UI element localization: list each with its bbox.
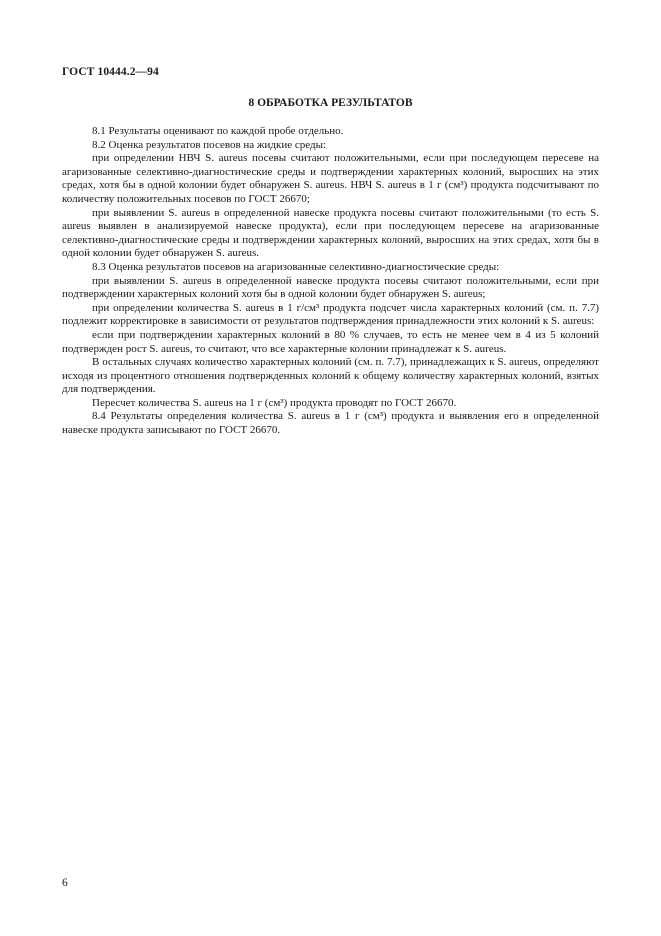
page-number: 6: [62, 877, 68, 889]
section-body: [62, 125, 599, 438]
paragraph-80-percent: если при подтверждении характерных колоний в 80 % случаев, то есть не менее чем в 4 из 5 колоний подтвержден рост S. aureus, то считают, что все характерные колонии принадлежат к S. aureus.: [62, 328, 599, 355]
section-title: 8 ОБРАБОТКА РЕЗУЛЬТАТОВ: [248, 97, 413, 109]
paragraph-8-3: 8.3 Оценка результатов посевов на агаризованные селективно-диагностические среды:: [92, 260, 500, 273]
paragraph-detection-liquid: при выявлении S. aureus в определенной навеске продукта посевы считают положительными (то есть S. aureus выявлен в анализируемой навеске продукта), если при последующем пересеве на агаризованные селективно-диагностические среды и подтверждении характерных колоний, выросших на этих средах, хотя бы в одной колонии будет обнаружен S. aureus.: [62, 206, 599, 260]
paragraph-count-correction: при определении количества S. aureus в 1 г/см³ продукта подсчет числа характерных колоний (см. п. 7.7) подлежит корректировке в зависимости от результатов подтверждения принадлежности этих колоний к S. aureus:: [62, 301, 599, 328]
paragraph-8-2: 8.2 Оценка результатов посевов на жидкие среды:: [92, 138, 327, 151]
paragraph-nvch: при определении НВЧ S. aureus посевы считают положительными, если при последующем пересеве на агаризованные селективно-диагностические среды и подтверждении характерных колоний, выросших на этих средах, хотя бы в одной колонии будет обнаружен S. aureus. НВЧ S. aureus в 1 г (см³) продукта подсчитывают по количеству положительных посевов по ГОСТ 26670;: [62, 152, 599, 205]
paragraph-8-4: 8.4 Результаты определения количества S. aureus в 1 г (см³) продукта и выявления его в определенной навеске продукта записывают по ГОСТ 26670.: [62, 410, 599, 437]
paragraph-8-1: 8.1 Результаты оценивают по каждой пробе отдельно.: [92, 125, 344, 137]
paragraph-other-cases: В остальных случаях количество характерных колоний (см. п. 7.7), принадлежащих к S. aureus, определяют исходя из процентного отношения подтвержденных колоний к общему количеству характерных колоний, взятых для подтверждения.: [62, 356, 599, 396]
document-code: ГОСТ 10444.2—94: [62, 66, 159, 78]
paragraph-recalculation: Пересчет количества S. aureus на 1 г (см³) продукта проводят по ГОСТ 26670.: [92, 396, 457, 409]
paragraph-detection-agar: при выявлении S. aureus в определенной навеске продукта посевы считают положительными, если при подтверждении характерных колоний хотя бы в одной колонии будет обнаружен S. aureus;: [62, 274, 599, 301]
